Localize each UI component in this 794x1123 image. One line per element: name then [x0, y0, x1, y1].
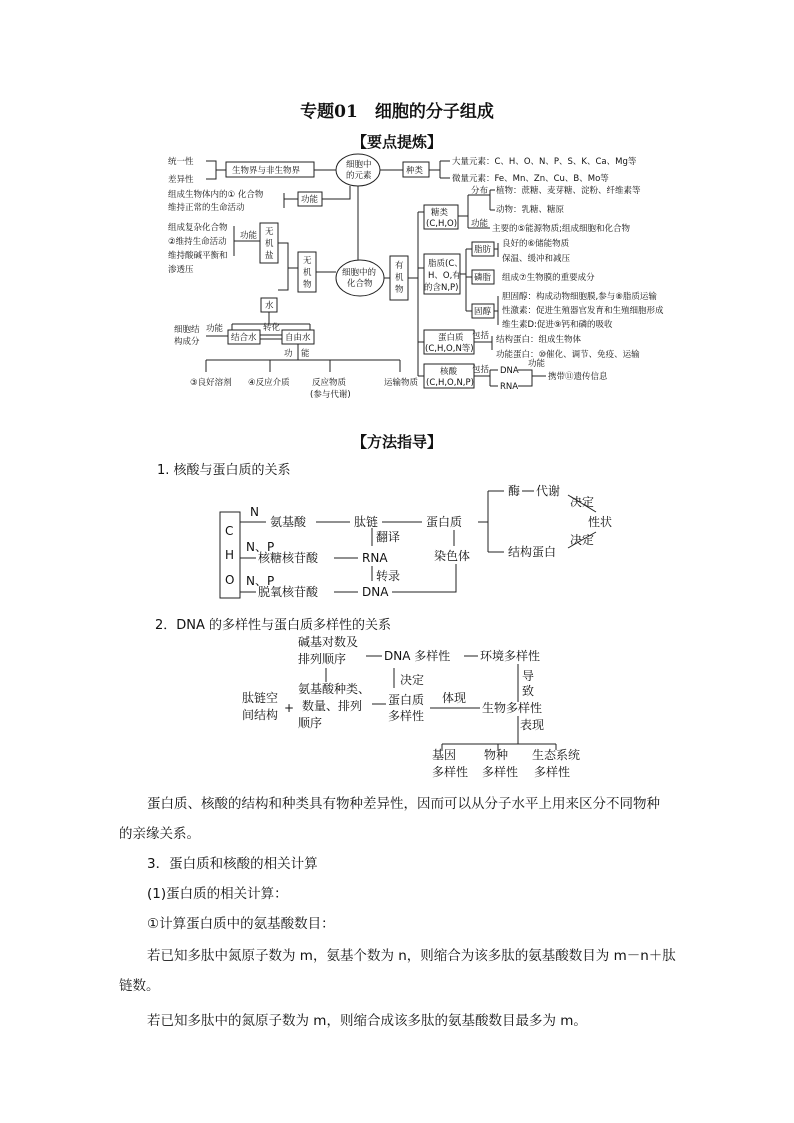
- sub-heading: (1)蛋白质的相关计算：: [147, 886, 288, 902]
- d1-protein: 蛋白质: [426, 515, 463, 529]
- d2-text: 排列顺序: [298, 652, 347, 666]
- cm-text: 功能: [471, 219, 489, 229]
- concept-map: [160, 150, 670, 410]
- cm-text: ②维持生命活动: [168, 237, 227, 247]
- cm-text: 维持正常的生命活动: [168, 203, 245, 213]
- d2-text: 数量、排列: [302, 699, 363, 713]
- d1-decide: 决定: [570, 533, 595, 547]
- cm-text: 维生素D:促进⑨钙和磷的吸收: [502, 320, 613, 330]
- cm-text: 组成⑦生物膜的重要成分: [502, 273, 595, 283]
- sub-heading: ①计算蛋白质中的氨基酸数目：: [147, 916, 335, 932]
- d1-deoxy: 脱氧核苷酸: [258, 585, 319, 599]
- body-paragraph: 蛋白质、核酸的结构和种类具有物种差异性，因而可以从分子水平上用来区分不同物种: [147, 796, 660, 812]
- d1-letter: H: [225, 548, 235, 562]
- cm-micro: 微量元素：Fe、Mn、Zn、Cu、B、Mo等: [452, 174, 609, 184]
- cm-text: 植物：蔗糖、麦芽糖、淀粉、纤维素等: [496, 186, 641, 196]
- d1-peptide: 肽链: [354, 515, 379, 529]
- cm-text: DNA: [500, 366, 519, 376]
- cm-char: 机: [303, 268, 312, 278]
- cm-text: 包括: [472, 365, 490, 375]
- cm-text: 组成生物体内的① 化合物: [168, 190, 264, 200]
- d2-text: 碱基对数及: [298, 635, 359, 649]
- body-paragraph: 若已知多肽中的氮原子数为 m，则缩合成该多肽的氨基酸数目最多为 m。: [147, 1013, 587, 1029]
- d1-ribo: 核糖核苷酸: [258, 551, 319, 565]
- cm-free-water: 自由水: [285, 333, 311, 343]
- d1-transcribe: 转录: [376, 569, 401, 583]
- cm-water: 水: [265, 301, 274, 311]
- cm-text: 功能: [240, 231, 258, 241]
- d1-letter: O: [225, 573, 235, 587]
- section-heading-key-points: 【要点提炼】: [351, 133, 442, 151]
- d2-text: 蛋白质: [388, 693, 425, 707]
- cm-text: 动物：乳糖、糖原: [496, 205, 565, 215]
- cm-char: 盐: [265, 251, 274, 261]
- d1-metabolism: 代谢: [536, 484, 561, 498]
- cm-text: 渗透压: [168, 265, 194, 275]
- cm-lipid: 脂质(C、: [428, 259, 463, 269]
- cm-lipid: 的含N,P): [424, 283, 459, 293]
- cm-text: 统一性: [168, 157, 194, 167]
- cm-types: 种类: [406, 166, 424, 176]
- cm-text: 转化: [263, 323, 281, 333]
- section-heading-method: 【方法指导】: [351, 433, 442, 451]
- cm-phospholipid: 磷脂: [474, 273, 492, 283]
- cm-sugar: 糖类: [431, 208, 449, 218]
- cm-sugar: (C,H,O): [426, 219, 458, 229]
- cm-text: ③良好溶剂: [190, 378, 232, 388]
- cm-text: 差异性: [168, 175, 194, 185]
- cm-char: 物: [303, 280, 312, 290]
- cm-text: 构成分: [174, 337, 200, 347]
- d2-text: 多样性: [534, 765, 571, 779]
- cm-text: 功能: [206, 324, 224, 334]
- cm-protein: 蛋白质: [438, 333, 464, 343]
- d1-dna: DNA: [362, 585, 389, 599]
- cm-text: 胆固醇：构成动物细胞膜,参与⑧脂质运输: [502, 292, 657, 302]
- d2-text: 致: [522, 684, 535, 698]
- cm-func: 功能: [301, 195, 319, 205]
- cm-text: 功能: [528, 359, 546, 369]
- cm-text: ④反应介质: [248, 378, 290, 388]
- cm-macro: 大量元素：C、H、O、N、P、S、K、Ca、Mg等: [452, 157, 637, 167]
- cm-text: 保温、缓冲和减压: [502, 254, 571, 264]
- d2-text: 多样性: [482, 765, 519, 779]
- d2-plus: +: [284, 701, 295, 715]
- cm-char: 无: [265, 227, 274, 237]
- cm-text: 携带⑪遗传信息: [548, 372, 608, 382]
- page-title: 专题01 细胞的分子组成: [300, 102, 494, 122]
- cm-compounds: 细胞中的: [342, 268, 377, 278]
- cm-text: 性激素：促进生殖器官发育和生殖细胞形成: [502, 306, 664, 316]
- cm-text: 运输物质: [384, 378, 419, 388]
- d2-text: 表现: [520, 718, 545, 732]
- cm-char: 物: [395, 285, 404, 295]
- cm-text: 结构蛋白：组成生物体: [496, 335, 582, 345]
- d1-translate: 翻译: [376, 530, 401, 544]
- d2-env-div: 环境多样性: [480, 649, 541, 663]
- cm-text: 维持酸碱平衡和: [168, 251, 228, 261]
- cm-sterol: 固醇: [474, 307, 492, 317]
- cm-nucleic: (C,H,O,N,P): [426, 378, 474, 388]
- cm-text: (参与代谢): [310, 390, 351, 400]
- d2-bio-div: 生物多样性: [482, 701, 543, 715]
- cm-char: 机: [395, 273, 404, 283]
- cm-lipid: H、O,有: [428, 271, 461, 281]
- cm-nucleic: 核酸: [440, 367, 458, 377]
- d2-text: 氨基酸种类、: [298, 682, 371, 696]
- item-heading: 3．蛋白质和核酸的相关计算: [147, 856, 318, 872]
- d2-text: 肽链空: [242, 691, 279, 705]
- body-paragraph: 链数。: [119, 978, 160, 994]
- cm-text: 细胞结: [174, 325, 200, 335]
- d2-text: 多样性: [432, 765, 469, 779]
- d1-label: N、P: [246, 574, 275, 588]
- cm-fat: 脂肪: [474, 245, 492, 255]
- cm-text: 组成复杂化合物: [168, 223, 228, 233]
- cm-text: 反应物质: [312, 378, 347, 388]
- d1-chromosome: 染色体: [434, 549, 471, 563]
- d1-structural: 结构蛋白: [508, 545, 557, 559]
- d2-text: 顺序: [298, 716, 323, 730]
- d2-text: 基因: [432, 748, 457, 762]
- d2-text: 多样性: [388, 709, 425, 723]
- item-heading: 1. 核酸与蛋白质的关系: [157, 463, 291, 478]
- cm-cell-elements: 细胞中: [346, 160, 372, 170]
- cm-protein: (C,H,O,N等): [425, 344, 474, 354]
- cm-cell-elements: 的元素: [346, 171, 372, 181]
- body-paragraph: 的亲缘关系。: [119, 826, 200, 842]
- cm-char: 有: [395, 261, 404, 271]
- diversity-diagram: [236, 632, 586, 782]
- cm-bound-water: 结合水: [231, 333, 257, 343]
- d1-enzyme: 酶: [508, 484, 521, 498]
- body-paragraph: 若已知多肽中氮原子数为 m，氨基个数为 n，则缩合为该多肽的氨基酸数目为 m－n＋肽: [147, 948, 676, 964]
- cm-compounds: 化合物: [347, 279, 373, 289]
- d2-dna-div: DNA 多样性: [384, 649, 451, 663]
- d1-rna: RNA: [362, 551, 388, 565]
- cm-box: 生物界与非生物界: [232, 166, 301, 176]
- d1-label: N: [250, 505, 259, 519]
- d2-text: 生态系统: [532, 748, 581, 762]
- d1-amino: 氨基酸: [270, 515, 307, 529]
- cm-text: 功 能: [284, 349, 310, 359]
- nucleic-protein-diagram: [216, 478, 626, 603]
- item-heading: 2．DNA 的多样性与蛋白质多样性的关系: [155, 618, 392, 633]
- cm-char: 机: [265, 239, 274, 249]
- cm-text: 包括: [472, 331, 490, 341]
- cm-text: 分布: [471, 186, 489, 196]
- d1-trait: 性状: [588, 515, 613, 529]
- cm-char: 无: [303, 256, 312, 266]
- d2-text: 导: [522, 669, 535, 683]
- d1-label: N、P: [246, 540, 275, 554]
- d2-text: 间结构: [242, 708, 279, 722]
- cm-text: RNA: [500, 382, 519, 392]
- cm-text: 良好的⑥储能物质: [502, 239, 570, 249]
- d1-letter: C: [225, 524, 234, 538]
- d2-manifest: 体现: [442, 691, 467, 705]
- cm-text: 主要的⑤能源物质;组成细胞和化合物: [492, 224, 630, 234]
- d2-decide: 决定: [400, 673, 425, 687]
- cm-text: 功能蛋白：⑩催化、调节、免疫、运输: [496, 350, 640, 360]
- d1-decide: 决定: [570, 495, 595, 509]
- d2-text: 物种: [484, 748, 509, 762]
